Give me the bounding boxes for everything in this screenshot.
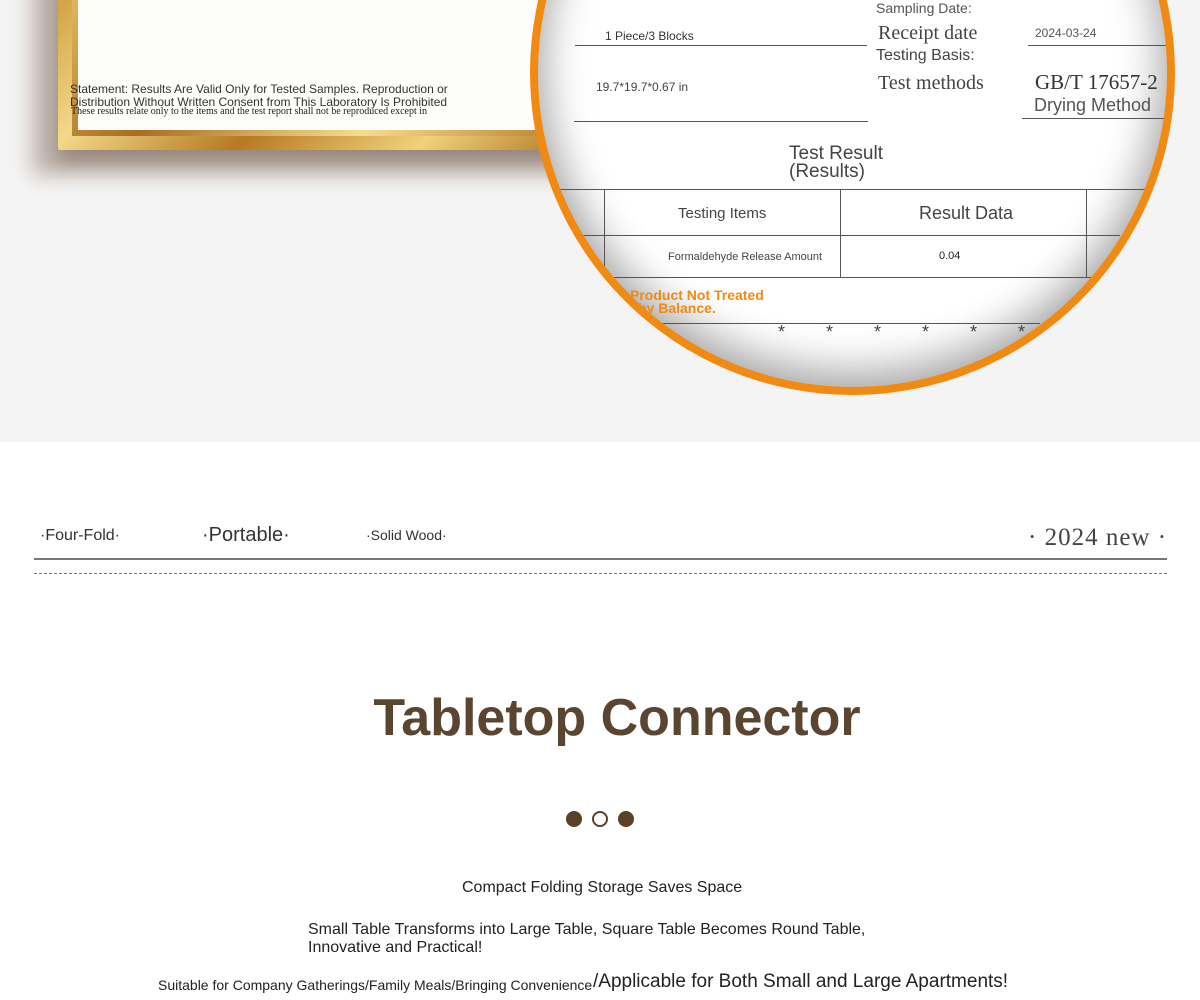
sampling-date-label: Sampling Date: <box>876 0 972 16</box>
treatment-note: Product Not Treated by Balance. <box>630 287 764 316</box>
table-col-line <box>1086 189 1087 277</box>
carousel-dots <box>566 811 634 827</box>
table-header-testing-items: Testing Items <box>678 205 767 222</box>
description-line-2: Small Table Transforms into Large Table, Square Table Becomes Round Table, Innovative and Practical! <box>308 921 866 956</box>
divider <box>1022 118 1167 119</box>
carousel-dot-1[interactable] <box>566 811 582 827</box>
test-methods-label: Test methods <box>878 72 984 94</box>
table-border-top <box>560 189 1160 190</box>
magnifier-circle <box>530 0 1175 395</box>
feature-solid-wood: ·Solid Wood· <box>366 527 447 543</box>
section-title: Tabletop Connector <box>373 689 861 747</box>
test-result-title: Test Result (Results) <box>789 143 883 182</box>
table-col-line <box>604 189 605 279</box>
carousel-dot-3[interactable] <box>618 811 634 827</box>
divider <box>574 121 868 122</box>
certificate-statement-original: These results relate only to the items and the test report shall not be reproduced except in <box>71 106 427 117</box>
description-line-3b: /Applicable for Both Small and Large Apartments! <box>593 971 1009 992</box>
standard-code: GB/T 17657-2 <box>1035 70 1158 94</box>
feature-four-fold: ·Four-Fold· <box>40 527 121 544</box>
table-col-line <box>840 189 841 277</box>
sample-quantity: 1 Piece/3 Blocks <box>605 29 694 43</box>
divider <box>1028 45 1167 46</box>
year-tag: · 2024 new · <box>1028 524 1168 551</box>
certificate-frame <box>58 0 598 150</box>
divider <box>575 45 867 46</box>
sample-dimensions: 19.7*19.7*0.67 in <box>596 80 689 94</box>
testing-basis-label: Testing Basis: <box>876 47 975 64</box>
table-cell-value: 0.04 <box>939 250 961 262</box>
table-border-bottom <box>580 277 1120 278</box>
magnified-report <box>538 0 1167 387</box>
stars-row: * * * * * * * * <box>778 322 1140 342</box>
certificate-section <box>0 0 1200 442</box>
table-cell-item: Formaldehyde Release Amount <box>668 251 823 263</box>
table-header-result-data: Result Data <box>919 203 1014 223</box>
receipt-date-label: Receipt date <box>878 22 978 44</box>
certificate-statement: Statement: Results Are Valid Only for Tested Samples. Reproduction or Distribution Without Written Consent from This Laboratory Is Prohibited <box>70 82 448 109</box>
feature-portable: ·Portable· <box>202 524 290 546</box>
description-line-1: Compact Folding Storage Saves Space <box>462 879 743 896</box>
dashed-divider <box>34 573 1167 574</box>
drying-method: Drying Method <box>1034 95 1152 115</box>
receipt-date-value: 2024-03-24 <box>1035 26 1097 40</box>
carousel-dot-2[interactable] <box>592 811 608 827</box>
solid-divider <box>34 558 1167 560</box>
description-line-3a: Suitable for Company Gatherings/Family Meals/Bringing Convenience <box>158 977 593 993</box>
